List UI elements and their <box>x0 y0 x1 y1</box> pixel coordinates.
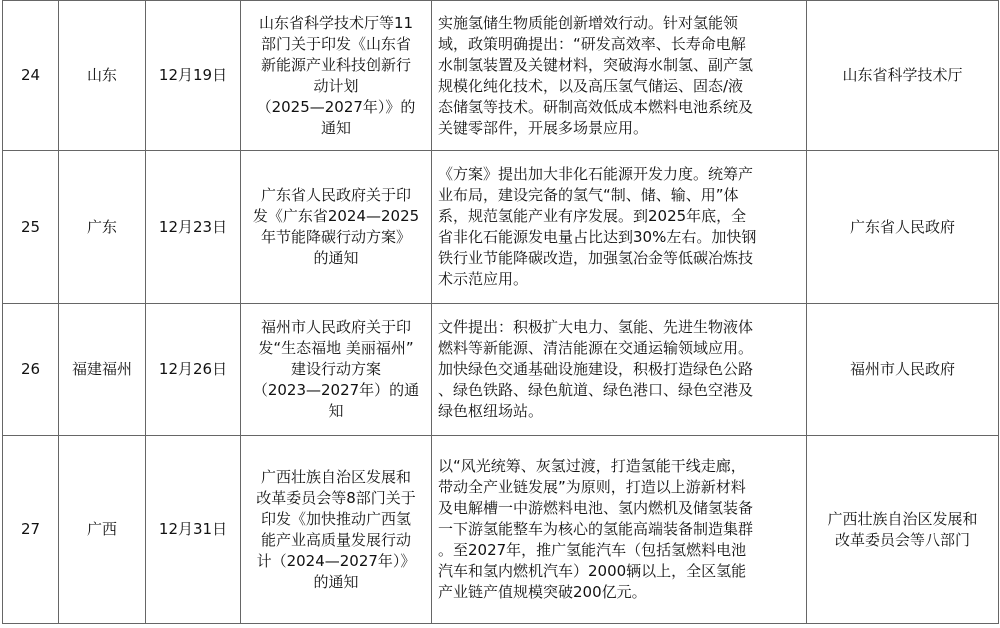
row-number: 27 <box>3 436 59 624</box>
content-cell: 《方案》提出加大非化石能源开发力度。统筹产 业布局，建设完备的氢气“制、储、输、用”体 系，规范氢能产业有序发展。到2025年底，全 省非化石能源发电量占比达到30%左右。加快钢 铁行业节能降碳改造，加强氢冶金等低碳冶炼技 术示范应用。 <box>432 151 807 304</box>
region-cell: 山东 <box>59 1 146 151</box>
date-cell: 12月26日 <box>146 304 241 436</box>
content-cell: 实施氢储生物质能创新增效行动。针对氢能领 域，政策明确提出：“研发高效率、长寿命电解 水制氢装置及关键材料，突破海水制氢、副产氢 规模化纯化技术，以及高压氢气储运、固态/液 态储氢等技术。研制高效低成本燃料电池系统及 关键零部件，开展多场景应用。 <box>432 1 807 151</box>
issuer-cell: 福州市人民政府 <box>807 304 999 436</box>
issuer-cell: 山东省科学技术厅 <box>807 1 999 151</box>
issuer-cell: 广东省人民政府 <box>807 151 999 304</box>
row-number: 24 <box>3 1 59 151</box>
region-cell: 福建福州 <box>59 304 146 436</box>
policy-table <box>2 0 999 624</box>
policy-title-cell: 广东省人民政府关于印 发《广东省2024—2025 年节能降碳行动方案》 的通知 <box>241 151 432 304</box>
issuer-cell: 广西壮族自治区发展和 改革委员会等八部门 <box>807 436 999 624</box>
region-cell: 广东 <box>59 151 146 304</box>
date-cell: 12月23日 <box>146 151 241 304</box>
content-cell: 文件提出：积极扩大电力、氢能、先进生物液体 燃料等新能源、清洁能源在交通运输领域应用。 加快绿色交通基础设施建设，积极打造绿色公路 、绿色铁路、绿色航道、绿色港口、绿色空港及 绿色枢纽场站。 <box>432 304 807 436</box>
policy-title-cell: 福州市人民政府关于印 发“生态福地 美丽福州” 建设行动方案 （2023—2027年）的通 知 <box>241 304 432 436</box>
table-row <box>3 1 999 151</box>
table-row <box>3 151 999 304</box>
row-number: 25 <box>3 151 59 304</box>
policy-title-cell: 山东省科学技术厅等11 部门关于印发《山东省 新能源产业科技创新行 动计划 （2025—2027年）》的 通知 <box>241 1 432 151</box>
table-row <box>3 304 999 436</box>
table-row <box>3 436 999 624</box>
region-cell: 广西 <box>59 436 146 624</box>
date-cell: 12月19日 <box>146 1 241 151</box>
row-number: 26 <box>3 304 59 436</box>
date-cell: 12月31日 <box>146 436 241 624</box>
content-cell: 以“风光统筹、灰氢过渡，打造氢能干线走廊， 带动全产业链发展”为原则，打造以上游新材料 及电解槽一中游燃料电池、氢内燃机及储氢装备 一下游氢能整车为核心的氢能高端装备制造集群 。至2027年，推广氢能汽车（包括氢燃料电池 汽车和氢内燃机汽车）2000辆以上，全区氢能 产业链产值规模突破200亿元。 <box>432 436 807 624</box>
policy-title-cell: 广西壮族自治区发展和 改革委员会等8部门关于 印发《加快推动广西氢 能产业高质量发展行动 计（2024—2027年）》 的通知 <box>241 436 432 624</box>
